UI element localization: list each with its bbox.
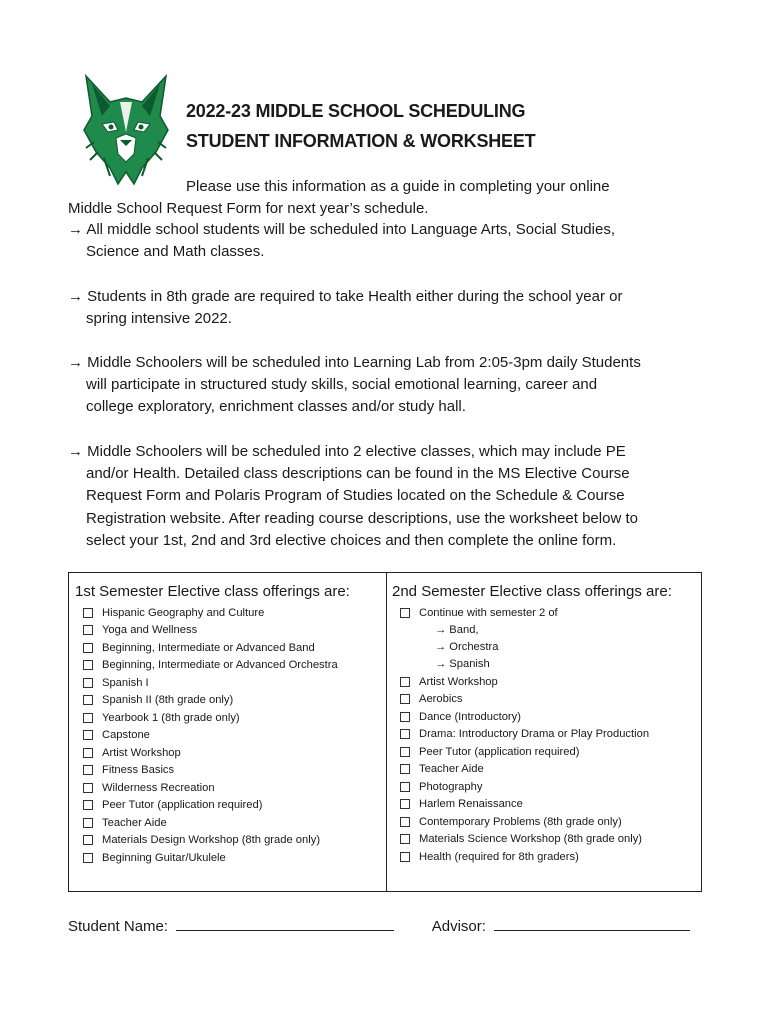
checkbox[interactable] xyxy=(400,852,410,862)
checkbox[interactable] xyxy=(400,729,410,739)
checkbox[interactable] xyxy=(400,817,410,827)
bullet-line: spring intensive 2022. xyxy=(86,310,232,328)
continue-sub-item: → Band, xyxy=(435,624,479,637)
continue-sub-item: → Spanish xyxy=(435,658,490,671)
bullet-line: → Students in 8th grade are required to take Health either during the school year or xyxy=(68,288,623,305)
checkbox[interactable] xyxy=(83,783,93,793)
elective-checkbox-item[interactable] xyxy=(400,604,701,622)
advisor-label: Advisor: xyxy=(431,918,486,935)
elective-label: Drama: Introductory Drama or Play Production xyxy=(419,728,650,741)
elective-checkbox-item[interactable] xyxy=(400,726,701,744)
elective-label: Artist Workshop xyxy=(419,675,498,688)
elective-label: Hispanic Geography and Culture xyxy=(102,606,265,619)
checkbox[interactable] xyxy=(400,677,410,687)
elective-checkbox-item[interactable] xyxy=(83,797,386,815)
bullet-line: Science and Math classes. xyxy=(86,243,265,261)
elective-checkbox-item[interactable] xyxy=(83,849,386,867)
elective-checkbox-item[interactable] xyxy=(83,814,386,832)
elective-checkbox-item[interactable] xyxy=(400,761,701,779)
elective-checkbox-item[interactable] xyxy=(83,727,386,745)
elective-checkbox-item[interactable] xyxy=(400,778,701,796)
elective-label: Teacher Aide xyxy=(102,816,167,829)
continue-sub-item: → Orchestra xyxy=(435,641,499,654)
checkbox[interactable] xyxy=(400,694,410,704)
elective-label: Materials Design Workshop (8th grade only) xyxy=(102,834,321,847)
elective-label: Yoga and Wellness xyxy=(102,624,198,637)
student-name-label: Student Name: xyxy=(68,918,169,935)
intro-paragraph xyxy=(68,176,708,219)
elective-label: Beginning, Intermediate or Advanced Band xyxy=(102,641,315,654)
checkbox[interactable] xyxy=(83,853,93,863)
bullet-line: college exploratory, enrichment classes and/or study hall. xyxy=(86,398,466,416)
elective-label: Aerobics xyxy=(419,693,463,706)
checkbox[interactable] xyxy=(400,608,410,618)
checkbox[interactable] xyxy=(400,782,410,792)
elective-checkbox-item[interactable] xyxy=(83,744,386,762)
title-line-2: STUDENT INFORMATION & WORKSHEET xyxy=(186,131,536,151)
elective-checkbox-item[interactable] xyxy=(83,762,386,780)
checkbox[interactable] xyxy=(400,799,410,809)
elective-label: Materials Science Workshop (8th grade only) xyxy=(419,833,643,846)
elective-label: Peer Tutor (application required) xyxy=(102,799,263,812)
elective-label: Harlem Renaissance xyxy=(419,798,523,811)
checkbox[interactable] xyxy=(400,764,410,774)
elective-checkbox-item[interactable] xyxy=(400,673,701,691)
elective-checkbox-item[interactable] xyxy=(400,708,701,726)
checkbox[interactable] xyxy=(83,818,93,828)
elective-worksheet-table xyxy=(68,572,702,892)
semester-1-list xyxy=(83,604,386,867)
checkbox[interactable] xyxy=(83,765,93,775)
elective-checkbox-item[interactable] xyxy=(400,813,701,831)
checkbox[interactable] xyxy=(83,835,93,845)
wolf-logo xyxy=(80,72,172,188)
bullet-line: select your 1st, 2nd and 3rd elective choices and then complete the online form. xyxy=(86,531,617,549)
elective-label: Beginning, Intermediate or Advanced Orchestra xyxy=(102,659,338,672)
page-title xyxy=(186,96,535,156)
checkbox[interactable] xyxy=(83,660,93,670)
elective-label: Health (required for 8th graders) xyxy=(419,850,579,863)
checkbox[interactable] xyxy=(83,678,93,688)
elective-checkbox-item[interactable] xyxy=(83,779,386,797)
bullet-line: will participate in structured study skills, social emotional learning, career and xyxy=(86,376,598,394)
elective-label: Spanish I xyxy=(102,676,149,689)
checkbox[interactable] xyxy=(83,800,93,810)
elective-checkbox-item[interactable] xyxy=(83,674,386,692)
footer-signature-row xyxy=(68,916,690,935)
elective-checkbox-item[interactable] xyxy=(83,657,386,675)
checkbox[interactable] xyxy=(400,712,410,722)
elective-checkbox-item[interactable] xyxy=(400,796,701,814)
elective-label: Artist Workshop xyxy=(102,746,181,759)
bullet-line: → Middle Schoolers will be scheduled into 2 elective classes, which may include PE xyxy=(68,443,626,460)
wolf-icon xyxy=(84,76,168,184)
bullet-line: → All middle school students will be scheduled into Language Arts, Social Studies, xyxy=(68,221,615,238)
semester-1-column xyxy=(69,573,387,891)
elective-label: Contemporary Problems (8th grade only) xyxy=(419,815,622,828)
semester-2-heading: 2nd Semester Elective class offerings are: xyxy=(392,583,672,600)
elective-checkbox-item[interactable] xyxy=(83,639,386,657)
elective-label: Capstone xyxy=(102,729,150,742)
intro-line-1: Please use this information as a guide in completing your online xyxy=(186,178,610,195)
checkbox[interactable] xyxy=(83,625,93,635)
advisor-field[interactable] xyxy=(494,916,690,931)
student-name-field[interactable] xyxy=(176,916,394,931)
elective-label: Yearbook 1 (8th grade only) xyxy=(102,711,240,724)
elective-checkbox-item[interactable] xyxy=(400,831,701,849)
checkbox[interactable] xyxy=(83,695,93,705)
bullet-line: and/or Health. Detailed class descriptions can be found in the MS Elective Course xyxy=(86,465,630,483)
elective-checkbox-item[interactable] xyxy=(400,743,701,761)
bullet-line: Registration website. After reading course descriptions, use the worksheet below to xyxy=(86,509,638,527)
elective-label: Spanish II (8th grade only) xyxy=(102,694,234,707)
elective-label: Dance (Introductory) xyxy=(419,710,521,723)
semester-2-column xyxy=(386,573,701,891)
checkbox[interactable] xyxy=(83,643,93,653)
intro-line-2: Middle School Request Form for next year’s schedule. xyxy=(68,199,429,217)
checkbox[interactable] xyxy=(83,713,93,723)
semester-2-list xyxy=(400,604,701,866)
elective-label: Peer Tutor (application required) xyxy=(419,745,580,758)
checkbox[interactable] xyxy=(83,730,93,740)
bullet-core-classes xyxy=(68,219,708,263)
elective-label: Continue with semester 2 of xyxy=(419,606,558,619)
elective-label: Fitness Basics xyxy=(102,764,175,777)
bullet-line: → Middle Schoolers will be scheduled into Learning Lab from 2:05-3pm daily Students xyxy=(68,354,641,371)
checkbox[interactable] xyxy=(83,608,93,618)
checkbox[interactable] xyxy=(400,747,410,757)
elective-checkbox-item[interactable] xyxy=(400,848,701,866)
checkbox[interactable] xyxy=(400,834,410,844)
elective-label: Wilderness Recreation xyxy=(102,781,215,794)
elective-checkbox-item[interactable] xyxy=(400,691,701,709)
elective-label: Photography xyxy=(419,780,483,793)
semester-1-heading: 1st Semester Elective class offerings are: xyxy=(75,583,350,600)
elective-checkbox-item[interactable] xyxy=(83,604,386,622)
elective-label: Beginning Guitar/Ukulele xyxy=(102,851,226,864)
title-line-1: 2022-23 MIDDLE SCHOOL SCHEDULING xyxy=(186,101,526,121)
elective-checkbox-item[interactable] xyxy=(83,692,386,710)
bullet-learning-lab xyxy=(68,352,708,419)
bullet-health xyxy=(68,286,708,330)
elective-checkbox-item[interactable] xyxy=(83,832,386,850)
elective-label: Teacher Aide xyxy=(419,763,484,776)
bullet-line: Request Form and Polaris Program of Studies located on the Schedule & Course xyxy=(86,487,625,505)
checkbox[interactable] xyxy=(83,748,93,758)
elective-checkbox-item[interactable] xyxy=(83,622,386,640)
elective-checkbox-item[interactable] xyxy=(83,709,386,727)
bullet-electives xyxy=(68,441,708,552)
